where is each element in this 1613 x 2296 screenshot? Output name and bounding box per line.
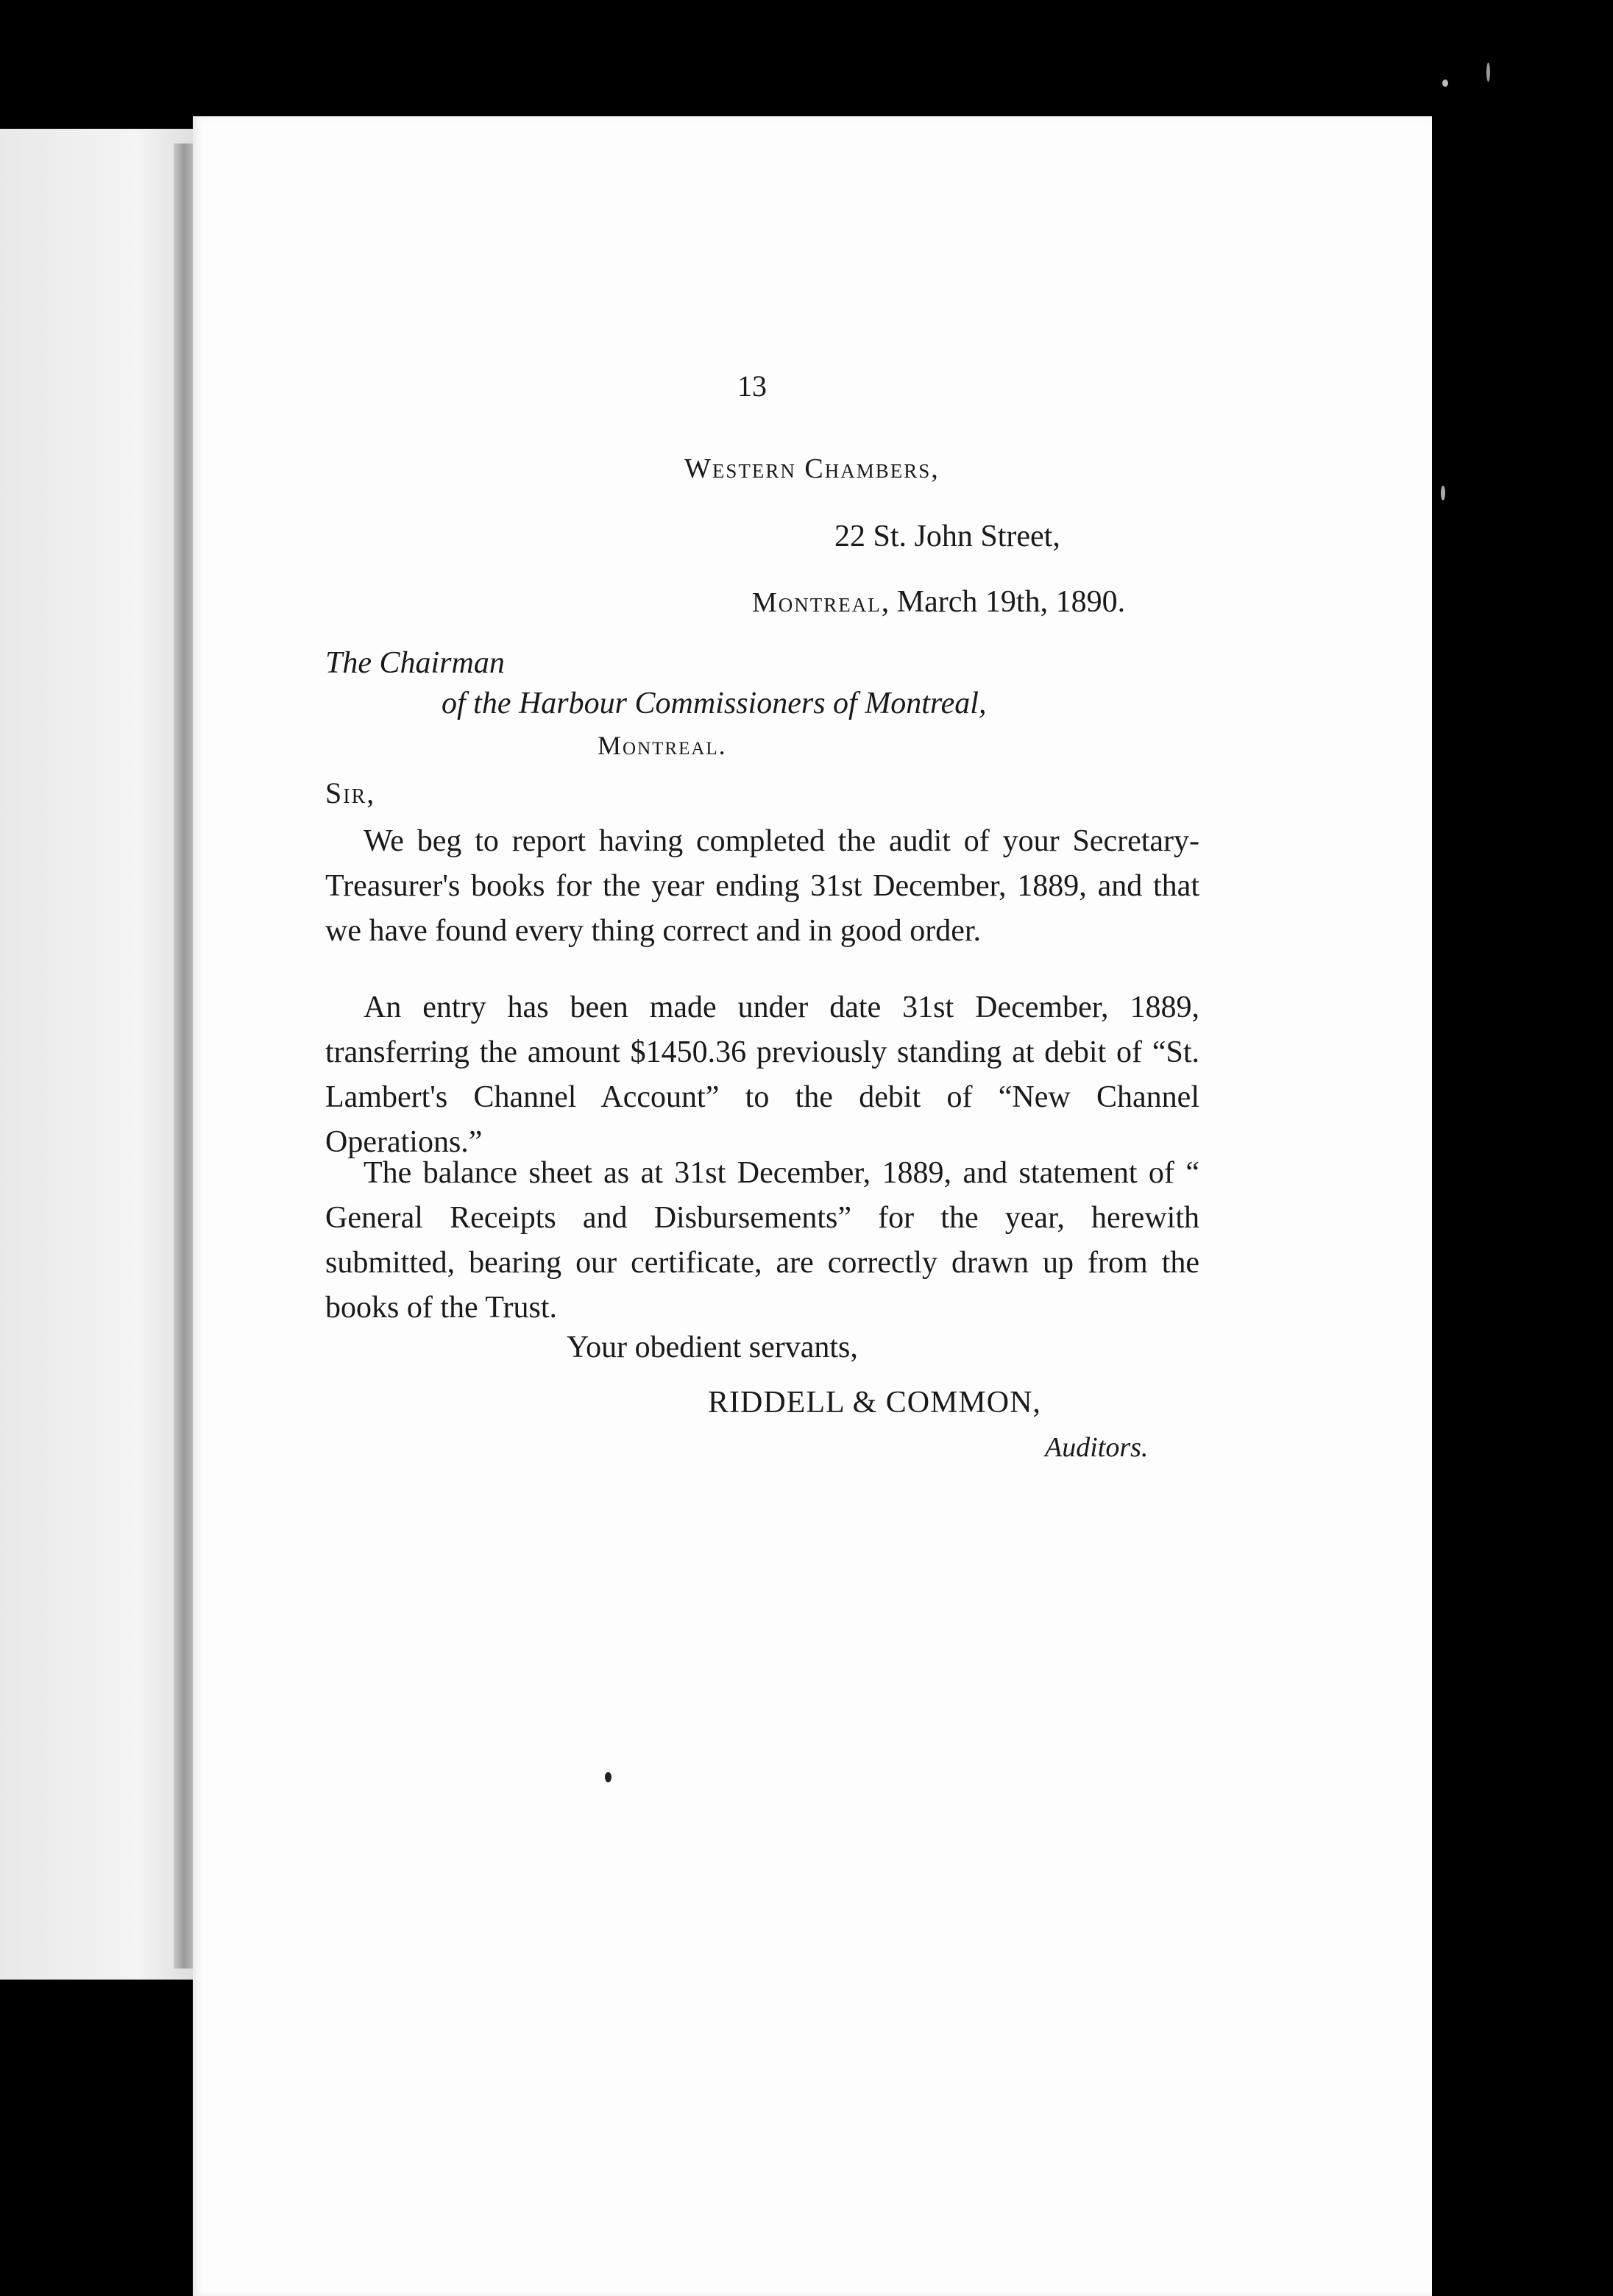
address-line-building: Western Chambers, [684,453,940,484]
left-facing-page [0,129,197,1980]
recipient-organization: of the Harbour Commissioners of Montreal, [442,687,987,720]
body-paragraph-2: An entry has been made under date 31st December, 1889, transferring the amount $1450.36 previously standing at debit of “St. Lambert's Channel Account” to the debit of “New Channel Operations.” [325,991,1199,1159]
scan-speck [1441,486,1445,500]
scan-speck [605,1772,611,1782]
address-line-street: 22 St. John Street, [834,520,1060,553]
scan-speck [1486,63,1490,82]
signatory-name: RIDDELL & COMMON, [708,1386,1041,1420]
scan-speck [1442,79,1448,87]
letter-date: , March 19th, 1890. [881,585,1126,619]
closing-phrase: Your obedient servants, [567,1331,858,1364]
salutation: Sir, [325,776,376,809]
signatory-title: Auditors. [1045,1432,1149,1463]
page-gutter [174,144,194,1969]
recipient-title: The Chairman [325,646,505,680]
address-city: Montreal [752,587,882,618]
recipient-city: Montreal. [598,731,727,760]
page-number: 13 [737,369,767,403]
body-paragraph-1: We beg to report having completed the audit of your Secretary-Treasurer's books for the year ending 31st December, 1889, and that we have found every thing correct and in good order. [325,824,1199,948]
body-paragraph-3: The balance sheet as at 31st December, 1889, and statement of “ General Receipts and Disbursements” for the year, herewith submitted, bearing our certificate, are correctly drawn up from the books of the Trust. [325,1156,1199,1325]
address-line-city-date [752,587,1125,617]
